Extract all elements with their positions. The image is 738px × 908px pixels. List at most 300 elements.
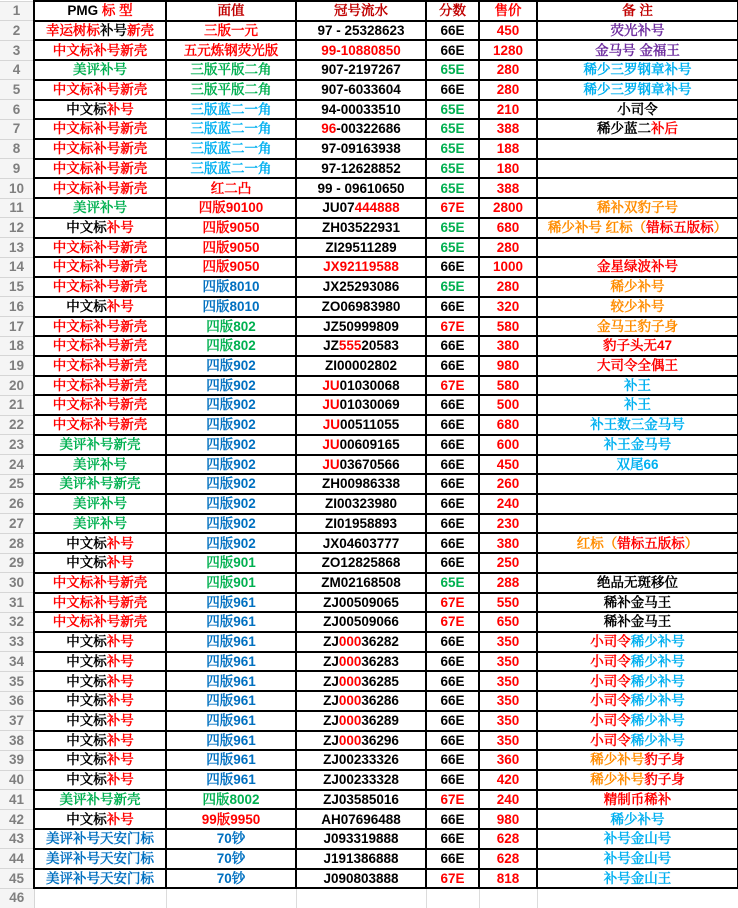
row-header[interactable]: 42 <box>0 809 34 829</box>
cell-grade[interactable] <box>426 455 479 475</box>
cell-pmg-label-type[interactable] <box>34 494 166 514</box>
cell-grade[interactable] <box>426 612 479 632</box>
row-header[interactable]: 38 <box>0 731 34 751</box>
cell-pmg-label-type[interactable] <box>34 139 166 159</box>
empty-cell[interactable] <box>537 888 738 908</box>
row-header[interactable]: 36 <box>0 691 34 711</box>
cell-denomination[interactable] <box>166 731 296 751</box>
cell-grade[interactable] <box>426 533 479 553</box>
row-header[interactable]: 13 <box>0 238 34 258</box>
cell-denomination[interactable] <box>166 533 296 553</box>
row-header[interactable]: 23 <box>0 435 34 455</box>
cell-remark[interactable] <box>537 100 738 120</box>
cell-grade[interactable] <box>426 869 479 889</box>
cell-denomination[interactable] <box>166 40 296 60</box>
cell-denomination[interactable] <box>166 257 296 277</box>
cell-serial-number[interactable] <box>296 849 426 869</box>
cell-grade[interactable] <box>426 573 479 593</box>
cell-grade[interactable] <box>426 178 479 198</box>
cell-serial-number[interactable] <box>296 80 426 100</box>
cell-denomination[interactable] <box>166 198 296 218</box>
cell-pmg-label-type[interactable] <box>34 790 166 810</box>
row-header[interactable]: 43 <box>0 829 34 849</box>
row-header[interactable]: 5 <box>0 80 34 100</box>
cell-price[interactable] <box>479 750 537 770</box>
row-header[interactable]: 31 <box>0 593 34 613</box>
cell-price[interactable] <box>479 691 537 711</box>
cell-grade[interactable] <box>426 356 479 376</box>
cell-pmg-label-type[interactable] <box>34 376 166 396</box>
cell-serial-number[interactable] <box>296 119 426 139</box>
cell-denomination[interactable] <box>166 474 296 494</box>
cell-denomination[interactable] <box>166 356 296 376</box>
cell-price[interactable] <box>479 415 537 435</box>
cell-grade[interactable] <box>426 435 479 455</box>
cell-serial-number[interactable] <box>296 731 426 751</box>
cell-remark[interactable] <box>537 790 738 810</box>
empty-cell[interactable] <box>426 888 479 908</box>
cell-remark[interactable] <box>537 395 738 415</box>
cell-pmg-label-type[interactable] <box>34 317 166 337</box>
cell-pmg-label-type[interactable] <box>34 573 166 593</box>
cell-price[interactable] <box>479 809 537 829</box>
header-cell-grade[interactable] <box>426 1 479 21</box>
cell-remark[interactable] <box>537 770 738 790</box>
cell-price[interactable] <box>479 376 537 396</box>
header-cell-remark[interactable] <box>537 1 738 21</box>
cell-remark[interactable] <box>537 632 738 652</box>
cell-price[interactable] <box>479 593 537 613</box>
cell-denomination[interactable] <box>166 415 296 435</box>
row-header[interactable]: 6 <box>0 100 34 120</box>
row-header[interactable]: 12 <box>0 218 34 238</box>
cell-pmg-label-type[interactable] <box>34 632 166 652</box>
header-cell-pmg-label-type[interactable] <box>34 1 166 21</box>
cell-denomination[interactable] <box>166 238 296 258</box>
cell-remark[interactable] <box>537 652 738 672</box>
row-header[interactable]: 32 <box>0 612 34 632</box>
cell-grade[interactable] <box>426 809 479 829</box>
cell-serial-number[interactable] <box>296 277 426 297</box>
cell-pmg-label-type[interactable] <box>34 257 166 277</box>
cell-grade[interactable] <box>426 494 479 514</box>
cell-denomination[interactable] <box>166 711 296 731</box>
cell-remark[interactable] <box>537 198 738 218</box>
cell-serial-number[interactable] <box>296 297 426 317</box>
row-header[interactable]: 26 <box>0 494 34 514</box>
cell-remark[interactable] <box>537 494 738 514</box>
row-header[interactable]: 7 <box>0 119 34 139</box>
cell-price[interactable] <box>479 21 537 41</box>
cell-grade[interactable] <box>426 257 479 277</box>
cell-price[interactable] <box>479 474 537 494</box>
cell-pmg-label-type[interactable] <box>34 809 166 829</box>
cell-denomination[interactable] <box>166 297 296 317</box>
cell-denomination[interactable] <box>166 100 296 120</box>
cell-denomination[interactable] <box>166 770 296 790</box>
cell-price[interactable] <box>479 277 537 297</box>
cell-remark[interactable] <box>537 218 738 238</box>
row-header[interactable]: 41 <box>0 790 34 810</box>
cell-grade[interactable] <box>426 238 479 258</box>
cell-remark[interactable] <box>537 809 738 829</box>
cell-remark[interactable] <box>537 671 738 691</box>
row-header[interactable]: 1 <box>0 1 34 21</box>
cell-denomination[interactable] <box>166 514 296 534</box>
row-header[interactable]: 24 <box>0 455 34 475</box>
row-header[interactable]: 33 <box>0 632 34 652</box>
cell-denomination[interactable] <box>166 455 296 475</box>
cell-price[interactable] <box>479 119 537 139</box>
cell-grade[interactable] <box>426 376 479 396</box>
cell-pmg-label-type[interactable] <box>34 119 166 139</box>
cell-serial-number[interactable] <box>296 750 426 770</box>
cell-denomination[interactable] <box>166 652 296 672</box>
cell-grade[interactable] <box>426 21 479 41</box>
cell-serial-number[interactable] <box>296 533 426 553</box>
cell-serial-number[interactable] <box>296 100 426 120</box>
cell-serial-number[interactable] <box>296 238 426 258</box>
cell-price[interactable] <box>479 336 537 356</box>
row-header[interactable]: 21 <box>0 395 34 415</box>
cell-price[interactable] <box>479 869 537 889</box>
cell-remark[interactable] <box>537 711 738 731</box>
cell-remark[interactable] <box>537 139 738 159</box>
row-header[interactable]: 15 <box>0 277 34 297</box>
cell-pmg-label-type[interactable] <box>34 159 166 179</box>
cell-denomination[interactable] <box>166 395 296 415</box>
cell-price[interactable] <box>479 198 537 218</box>
cell-grade[interactable] <box>426 770 479 790</box>
header-cell-denomination[interactable] <box>166 1 296 21</box>
cell-pmg-label-type[interactable] <box>34 40 166 60</box>
cell-grade[interactable] <box>426 514 479 534</box>
cell-serial-number[interactable] <box>296 455 426 475</box>
cell-pmg-label-type[interactable] <box>34 553 166 573</box>
cell-price[interactable] <box>479 849 537 869</box>
cell-pmg-label-type[interactable] <box>34 198 166 218</box>
cell-grade[interactable] <box>426 750 479 770</box>
cell-remark[interactable] <box>537 159 738 179</box>
row-header[interactable]: 28 <box>0 533 34 553</box>
cell-pmg-label-type[interactable] <box>34 60 166 80</box>
cell-remark[interactable] <box>537 593 738 613</box>
empty-cell[interactable] <box>166 888 296 908</box>
row-header[interactable]: 34 <box>0 652 34 672</box>
cell-serial-number[interactable] <box>296 494 426 514</box>
cell-remark[interactable] <box>537 277 738 297</box>
empty-cell[interactable] <box>296 888 426 908</box>
cell-serial-number[interactable] <box>296 593 426 613</box>
cell-serial-number[interactable] <box>296 652 426 672</box>
row-header[interactable]: 40 <box>0 770 34 790</box>
cell-serial-number[interactable] <box>296 691 426 711</box>
cell-price[interactable] <box>479 553 537 573</box>
cell-remark[interactable] <box>537 119 738 139</box>
cell-serial-number[interactable] <box>296 770 426 790</box>
cell-denomination[interactable] <box>166 632 296 652</box>
cell-pmg-label-type[interactable] <box>34 593 166 613</box>
cell-price[interactable] <box>479 80 537 100</box>
cell-remark[interactable] <box>537 869 738 889</box>
cell-pmg-label-type[interactable] <box>34 277 166 297</box>
cell-grade[interactable] <box>426 119 479 139</box>
cell-serial-number[interactable] <box>296 178 426 198</box>
cell-pmg-label-type[interactable] <box>34 731 166 751</box>
cell-serial-number[interactable] <box>296 553 426 573</box>
row-header[interactable]: 19 <box>0 356 34 376</box>
cell-pmg-label-type[interactable] <box>34 612 166 632</box>
cell-pmg-label-type[interactable] <box>34 435 166 455</box>
cell-denomination[interactable] <box>166 178 296 198</box>
cell-remark[interactable] <box>537 297 738 317</box>
cell-price[interactable] <box>479 159 537 179</box>
cell-serial-number[interactable] <box>296 159 426 179</box>
cell-remark[interactable] <box>537 415 738 435</box>
cell-serial-number[interactable] <box>296 435 426 455</box>
cell-grade[interactable] <box>426 60 479 80</box>
cell-remark[interactable] <box>537 356 738 376</box>
cell-grade[interactable] <box>426 593 479 613</box>
cell-remark[interactable] <box>537 257 738 277</box>
cell-remark[interactable] <box>537 21 738 41</box>
cell-denomination[interactable] <box>166 869 296 889</box>
cell-price[interactable] <box>479 731 537 751</box>
cell-denomination[interactable] <box>166 159 296 179</box>
cell-price[interactable] <box>479 257 537 277</box>
cell-serial-number[interactable] <box>296 139 426 159</box>
cell-grade[interactable] <box>426 691 479 711</box>
cell-denomination[interactable] <box>166 119 296 139</box>
cell-grade[interactable] <box>426 474 479 494</box>
cell-remark[interactable] <box>537 435 738 455</box>
cell-pmg-label-type[interactable] <box>34 691 166 711</box>
cell-pmg-label-type[interactable] <box>34 514 166 534</box>
cell-pmg-label-type[interactable] <box>34 533 166 553</box>
cell-grade[interactable] <box>426 731 479 751</box>
cell-pmg-label-type[interactable] <box>34 849 166 869</box>
cell-remark[interactable] <box>537 829 738 849</box>
cell-serial-number[interactable] <box>296 711 426 731</box>
cell-serial-number[interactable] <box>296 474 426 494</box>
cell-denomination[interactable] <box>166 691 296 711</box>
row-header[interactable]: 45 <box>0 869 34 889</box>
row-header[interactable]: 11 <box>0 198 34 218</box>
cell-pmg-label-type[interactable] <box>34 474 166 494</box>
cell-denomination[interactable] <box>166 829 296 849</box>
cell-denomination[interactable] <box>166 750 296 770</box>
row-header[interactable]: 3 <box>0 40 34 60</box>
cell-price[interactable] <box>479 573 537 593</box>
cell-denomination[interactable] <box>166 60 296 80</box>
cell-grade[interactable] <box>426 317 479 337</box>
cell-price[interactable] <box>479 317 537 337</box>
cell-remark[interactable] <box>537 336 738 356</box>
cell-pmg-label-type[interactable] <box>34 356 166 376</box>
cell-remark[interactable] <box>537 533 738 553</box>
cell-denomination[interactable] <box>166 277 296 297</box>
cell-grade[interactable] <box>426 671 479 691</box>
cell-remark[interactable] <box>537 455 738 475</box>
cell-denomination[interactable] <box>166 809 296 829</box>
cell-remark[interactable] <box>537 178 738 198</box>
cell-grade[interactable] <box>426 652 479 672</box>
cell-price[interactable] <box>479 435 537 455</box>
cell-serial-number[interactable] <box>296 336 426 356</box>
cell-remark[interactable] <box>537 849 738 869</box>
cell-denomination[interactable] <box>166 494 296 514</box>
cell-serial-number[interactable] <box>296 218 426 238</box>
cell-serial-number[interactable] <box>296 514 426 534</box>
cell-pmg-label-type[interactable] <box>34 178 166 198</box>
cell-serial-number[interactable] <box>296 671 426 691</box>
cell-remark[interactable] <box>537 691 738 711</box>
cell-remark[interactable] <box>537 612 738 632</box>
cell-grade[interactable] <box>426 297 479 317</box>
cell-price[interactable] <box>479 139 537 159</box>
cell-remark[interactable] <box>537 474 738 494</box>
cell-denomination[interactable] <box>166 317 296 337</box>
cell-price[interactable] <box>479 711 537 731</box>
cell-serial-number[interactable] <box>296 198 426 218</box>
cell-pmg-label-type[interactable] <box>34 297 166 317</box>
cell-grade[interactable] <box>426 829 479 849</box>
header-cell-serial-number[interactable] <box>296 1 426 21</box>
cell-grade[interactable] <box>426 218 479 238</box>
cell-grade[interactable] <box>426 159 479 179</box>
cell-price[interactable] <box>479 612 537 632</box>
cell-price[interactable] <box>479 632 537 652</box>
cell-price[interactable] <box>479 671 537 691</box>
row-header[interactable]: 30 <box>0 573 34 593</box>
cell-price[interactable] <box>479 652 537 672</box>
cell-remark[interactable] <box>537 317 738 337</box>
row-header[interactable]: 20 <box>0 376 34 396</box>
cell-remark[interactable] <box>537 553 738 573</box>
header-cell-price[interactable] <box>479 1 537 21</box>
cell-price[interactable] <box>479 829 537 849</box>
cell-serial-number[interactable] <box>296 573 426 593</box>
cell-price[interactable] <box>479 514 537 534</box>
cell-denomination[interactable] <box>166 553 296 573</box>
cell-grade[interactable] <box>426 100 479 120</box>
cell-remark[interactable] <box>537 573 738 593</box>
cell-remark[interactable] <box>537 60 738 80</box>
cell-denomination[interactable] <box>166 671 296 691</box>
cell-serial-number[interactable] <box>296 632 426 652</box>
cell-grade[interactable] <box>426 198 479 218</box>
empty-cell[interactable] <box>479 888 537 908</box>
cell-remark[interactable] <box>537 731 738 751</box>
row-header[interactable]: 27 <box>0 514 34 534</box>
row-header[interactable]: 9 <box>0 159 34 179</box>
cell-denomination[interactable] <box>166 849 296 869</box>
cell-denomination[interactable] <box>166 790 296 810</box>
cell-pmg-label-type[interactable] <box>34 652 166 672</box>
cell-remark[interactable] <box>537 238 738 258</box>
cell-price[interactable] <box>479 60 537 80</box>
cell-serial-number[interactable] <box>296 317 426 337</box>
cell-serial-number[interactable] <box>296 869 426 889</box>
row-header[interactable]: 16 <box>0 297 34 317</box>
cell-serial-number[interactable] <box>296 21 426 41</box>
cell-denomination[interactable] <box>166 336 296 356</box>
cell-denomination[interactable] <box>166 376 296 396</box>
cell-grade[interactable] <box>426 415 479 435</box>
cell-price[interactable] <box>479 770 537 790</box>
row-header[interactable]: 39 <box>0 750 34 770</box>
row-header[interactable]: 17 <box>0 317 34 337</box>
row-header[interactable]: 18 <box>0 336 34 356</box>
cell-pmg-label-type[interactable] <box>34 395 166 415</box>
cell-pmg-label-type[interactable] <box>34 21 166 41</box>
cell-grade[interactable] <box>426 336 479 356</box>
cell-remark[interactable] <box>537 514 738 534</box>
cell-pmg-label-type[interactable] <box>34 100 166 120</box>
cell-denomination[interactable] <box>166 573 296 593</box>
row-header[interactable]: 46 <box>0 888 34 908</box>
cell-grade[interactable] <box>426 632 479 652</box>
cell-price[interactable] <box>479 238 537 258</box>
cell-price[interactable] <box>479 100 537 120</box>
cell-serial-number[interactable] <box>296 257 426 277</box>
cell-denomination[interactable] <box>166 218 296 238</box>
cell-denomination[interactable] <box>166 80 296 100</box>
cell-serial-number[interactable] <box>296 356 426 376</box>
cell-pmg-label-type[interactable] <box>34 869 166 889</box>
row-header[interactable]: 2 <box>0 21 34 41</box>
cell-grade[interactable] <box>426 790 479 810</box>
cell-grade[interactable] <box>426 277 479 297</box>
cell-price[interactable] <box>479 494 537 514</box>
cell-price[interactable] <box>479 533 537 553</box>
cell-remark[interactable] <box>537 40 738 60</box>
row-header[interactable]: 4 <box>0 60 34 80</box>
cell-grade[interactable] <box>426 711 479 731</box>
cell-pmg-label-type[interactable] <box>34 711 166 731</box>
cell-grade[interactable] <box>426 395 479 415</box>
row-header[interactable]: 22 <box>0 415 34 435</box>
cell-pmg-label-type[interactable] <box>34 770 166 790</box>
cell-serial-number[interactable] <box>296 40 426 60</box>
row-header[interactable]: 10 <box>0 178 34 198</box>
cell-price[interactable] <box>479 790 537 810</box>
cell-price[interactable] <box>479 395 537 415</box>
row-header[interactable]: 8 <box>0 139 34 159</box>
empty-cell[interactable] <box>34 888 166 908</box>
cell-denomination[interactable] <box>166 139 296 159</box>
cell-remark[interactable] <box>537 750 738 770</box>
cell-serial-number[interactable] <box>296 790 426 810</box>
cell-grade[interactable] <box>426 80 479 100</box>
cell-serial-number[interactable] <box>296 809 426 829</box>
cell-pmg-label-type[interactable] <box>34 336 166 356</box>
cell-price[interactable] <box>479 297 537 317</box>
row-header[interactable]: 37 <box>0 711 34 731</box>
cell-pmg-label-type[interactable] <box>34 671 166 691</box>
cell-serial-number[interactable] <box>296 612 426 632</box>
cell-grade[interactable] <box>426 553 479 573</box>
cell-pmg-label-type[interactable] <box>34 238 166 258</box>
cell-serial-number[interactable] <box>296 415 426 435</box>
cell-grade[interactable] <box>426 139 479 159</box>
cell-remark[interactable] <box>537 376 738 396</box>
cell-serial-number[interactable] <box>296 376 426 396</box>
cell-serial-number[interactable] <box>296 829 426 849</box>
cell-serial-number[interactable] <box>296 60 426 80</box>
cell-pmg-label-type[interactable] <box>34 750 166 770</box>
cell-price[interactable] <box>479 218 537 238</box>
